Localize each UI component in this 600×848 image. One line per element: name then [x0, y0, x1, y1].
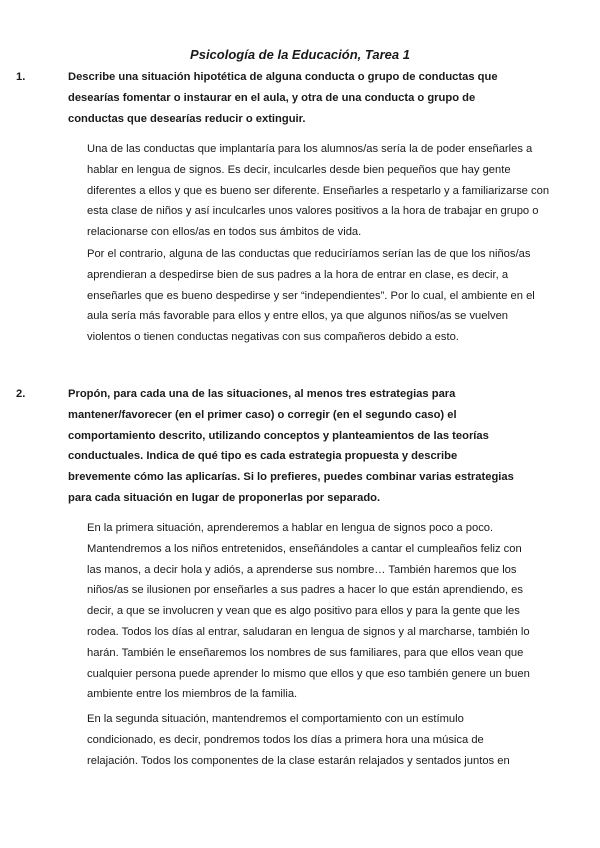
question-line: mantener/favorecer (en el primer caso) o corregir (en el segundo caso) el	[68, 408, 457, 421]
text-line: rodea. Todos los días al entrar, saludaran en lengua de signos y al marcharse, también lo	[87, 625, 530, 638]
question-line: conductuales. Indica de qué tipo es cada estrategia propuesta y describe	[68, 450, 458, 463]
answer-paragraph	[87, 709, 552, 771]
text-line: niños/as se ilusionen por enseñarles a sus padres a hacer lo que están aprendiendo, es	[87, 584, 523, 597]
text-line: violentos o tienen conductas negativas con sus compañeros debido a esto.	[87, 331, 459, 344]
question-2	[16, 384, 538, 509]
question-line: Describe una situación hipotética de alguna conducta o grupo de conductas que	[68, 71, 498, 83]
text-line: las manos, a decir hola y adiós, a aprenderse sus nombre… También haremos que los	[87, 563, 517, 576]
text-line: ambiente entre los miembros de la familia.	[87, 688, 298, 701]
question-line: comportamiento descrito, utilizando conceptos y planteamientos de las teorías	[68, 429, 489, 442]
question-number: 1.	[16, 71, 26, 83]
text-line: harán. También le enseñaremos los nombres de sus familiares, para que ellos vean que	[87, 646, 524, 659]
question-1	[16, 67, 538, 129]
text-line: cualquier persona puede aprender lo mismo que ellos y que eso también genere un buen	[87, 667, 530, 680]
text-line: aprendieran a despedirse bien de sus padres a la hora de entrar en clase, es decir, a	[87, 268, 509, 281]
document-title: Psicología de la Educación, Tarea 1	[190, 47, 410, 62]
text-line: esta clase de niños y así inculcarles unos valores positivos a la hora de trabajar en grupo o	[87, 205, 539, 218]
text-line: En la primera situación, aprenderemos a hablar en lengua de signos poco a poco.	[87, 522, 494, 534]
text-line: Una de las conductas que implantaría para los alumnos/as sería la de poder enseñarles a	[87, 143, 533, 155]
question-line: desearías fomentar o instaurar en el aula, y otra de una conducta o grupo de	[68, 91, 476, 104]
text-line: Por el contrario, alguna de las conductas que reduciríamos serían las de que los niños/as	[87, 248, 531, 260]
question-number: 2.	[16, 388, 26, 400]
text-line: aula sería más favorable para ellos y entre ellos, ya que algunos niños/as se vuelven	[87, 310, 509, 323]
answer-paragraph	[87, 244, 552, 348]
question-line: brevemente cómo las aplicarías. Si lo prefieres, puedes combinar varias estrategias	[68, 471, 514, 484]
text-line: En la segunda situación, mantendremos el comportamiento con un estímulo	[87, 713, 464, 725]
question-line: conductas que desearías reducir o extinguir.	[68, 112, 306, 125]
text-line: Mantendremos a los niños entretenidos, enseñándoles a cantar el cumpleaños feliz con	[87, 542, 522, 555]
question-line: Propón, para cada una de las situaciones, al menos tres estrategias para	[68, 388, 456, 400]
answer-paragraph	[87, 518, 552, 705]
answer-paragraph	[87, 139, 552, 243]
text-line: enseñarles que es bueno despedirse y ser “independientes”. Por lo cual, el ambiente en el	[87, 289, 535, 302]
text-line: diferentes a ellos y que es bueno ser diferente. Enseñarles a respetarlo y a familiarizarse con	[87, 184, 550, 197]
text-line: relacionarse con ellos/as en todos sus ámbitos de vida.	[87, 226, 362, 239]
text-line: relajación. Todos los componentes de la clase estarán relajados y sentados juntos en	[87, 754, 510, 767]
text-line: hablar en lengua de signos. Es decir, inculcarles desde bien pequeños que hay gente	[87, 163, 511, 176]
text-line: condicionado, es decir, pondremos todos los días a primera hora una música de	[87, 733, 484, 746]
question-line: para cada situación en lugar de proponerlas por separado.	[68, 491, 381, 504]
text-line: decir, a que se involucren y vean que es algo positivo para ellos y para la gente que les	[87, 605, 520, 618]
